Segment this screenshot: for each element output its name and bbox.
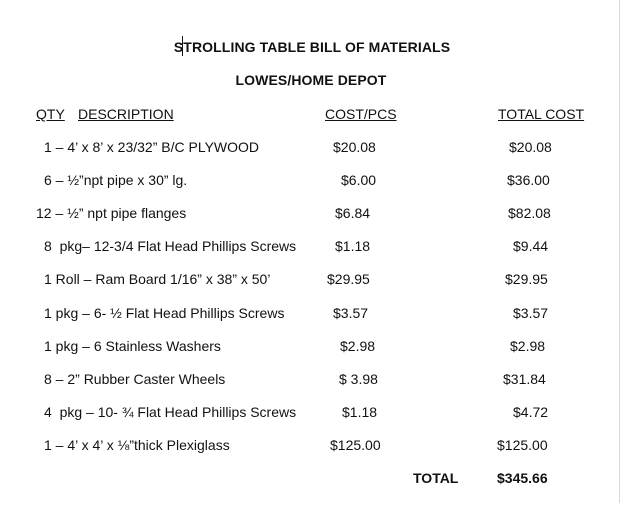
item-total: $9.44	[513, 238, 549, 254]
item-cost: $1.18	[342, 404, 378, 420]
item-total: $29.95	[505, 271, 548, 287]
item-cost: $ 3.98	[339, 371, 378, 387]
table-row	[0, 271, 620, 291]
table-row	[0, 305, 620, 325]
header-qty: QTY	[36, 106, 65, 122]
item-description: 6 – ½”npt pipe x 30” lg.	[44, 172, 188, 188]
total-value: $345.66	[497, 470, 548, 486]
table-row	[0, 205, 620, 225]
item-cost: $29.95	[327, 271, 370, 287]
item-description: 12 – ½” npt pipe flanges	[36, 205, 187, 221]
table-row	[0, 404, 620, 424]
table-row	[0, 338, 620, 358]
table-row	[0, 238, 620, 258]
item-total: $36.00	[507, 172, 550, 188]
header-total-cost: TOTAL COST	[498, 106, 585, 122]
item-cost: $6.00	[341, 172, 377, 188]
item-description: 1 – 4’ x 4’ x ⅛”thick Plexiglass	[44, 437, 230, 453]
item-total: $20.08	[509, 139, 552, 155]
table-row	[0, 371, 620, 391]
item-cost: $2.98	[340, 338, 376, 354]
item-description: 1 pkg – 6- ½ Flat Head Phillips Screws	[44, 305, 285, 321]
document-title: STROLLING TABLE BILL OF MATERIALS	[173, 39, 451, 55]
item-cost: $20.08	[333, 139, 376, 155]
item-total: $125.00	[497, 437, 548, 453]
item-cost: $6.84	[335, 205, 371, 221]
total-label: TOTAL	[413, 470, 459, 486]
header-description: DESCRIPTION	[78, 106, 174, 122]
table-row	[0, 172, 620, 192]
item-total: $2.98	[510, 338, 546, 354]
item-description: 1 – 4’ x 8’ x 23/32” B/C PLYWOOD	[44, 139, 260, 155]
item-cost: $125.00	[330, 437, 381, 453]
item-cost: $1.18	[335, 238, 371, 254]
table-row	[0, 139, 620, 159]
item-total: $3.57	[513, 305, 549, 321]
document-subtitle: LOWES/HOME DEPOT	[235, 72, 387, 88]
item-cost: $3.57	[333, 305, 369, 321]
item-description: 4 pkg – 10- ¾ Flat Head Phillips Screws	[44, 404, 297, 420]
item-description: 1 pkg – 6 Stainless Washers	[44, 338, 221, 354]
header-cost-per-piece: COST/PCS	[325, 106, 397, 122]
item-description: 1 Roll – Ram Board 1/16” x 38” x 50’	[44, 271, 271, 287]
item-description: 8 – 2” Rubber Caster Wheels	[44, 371, 226, 387]
item-total: $4.72	[513, 404, 549, 420]
table-row	[0, 437, 620, 457]
item-total: $31.84	[503, 371, 546, 387]
item-description: 8 pkg– 12-3/4 Flat Head Phillips Screws	[44, 238, 297, 254]
item-total: $82.08	[508, 205, 551, 221]
